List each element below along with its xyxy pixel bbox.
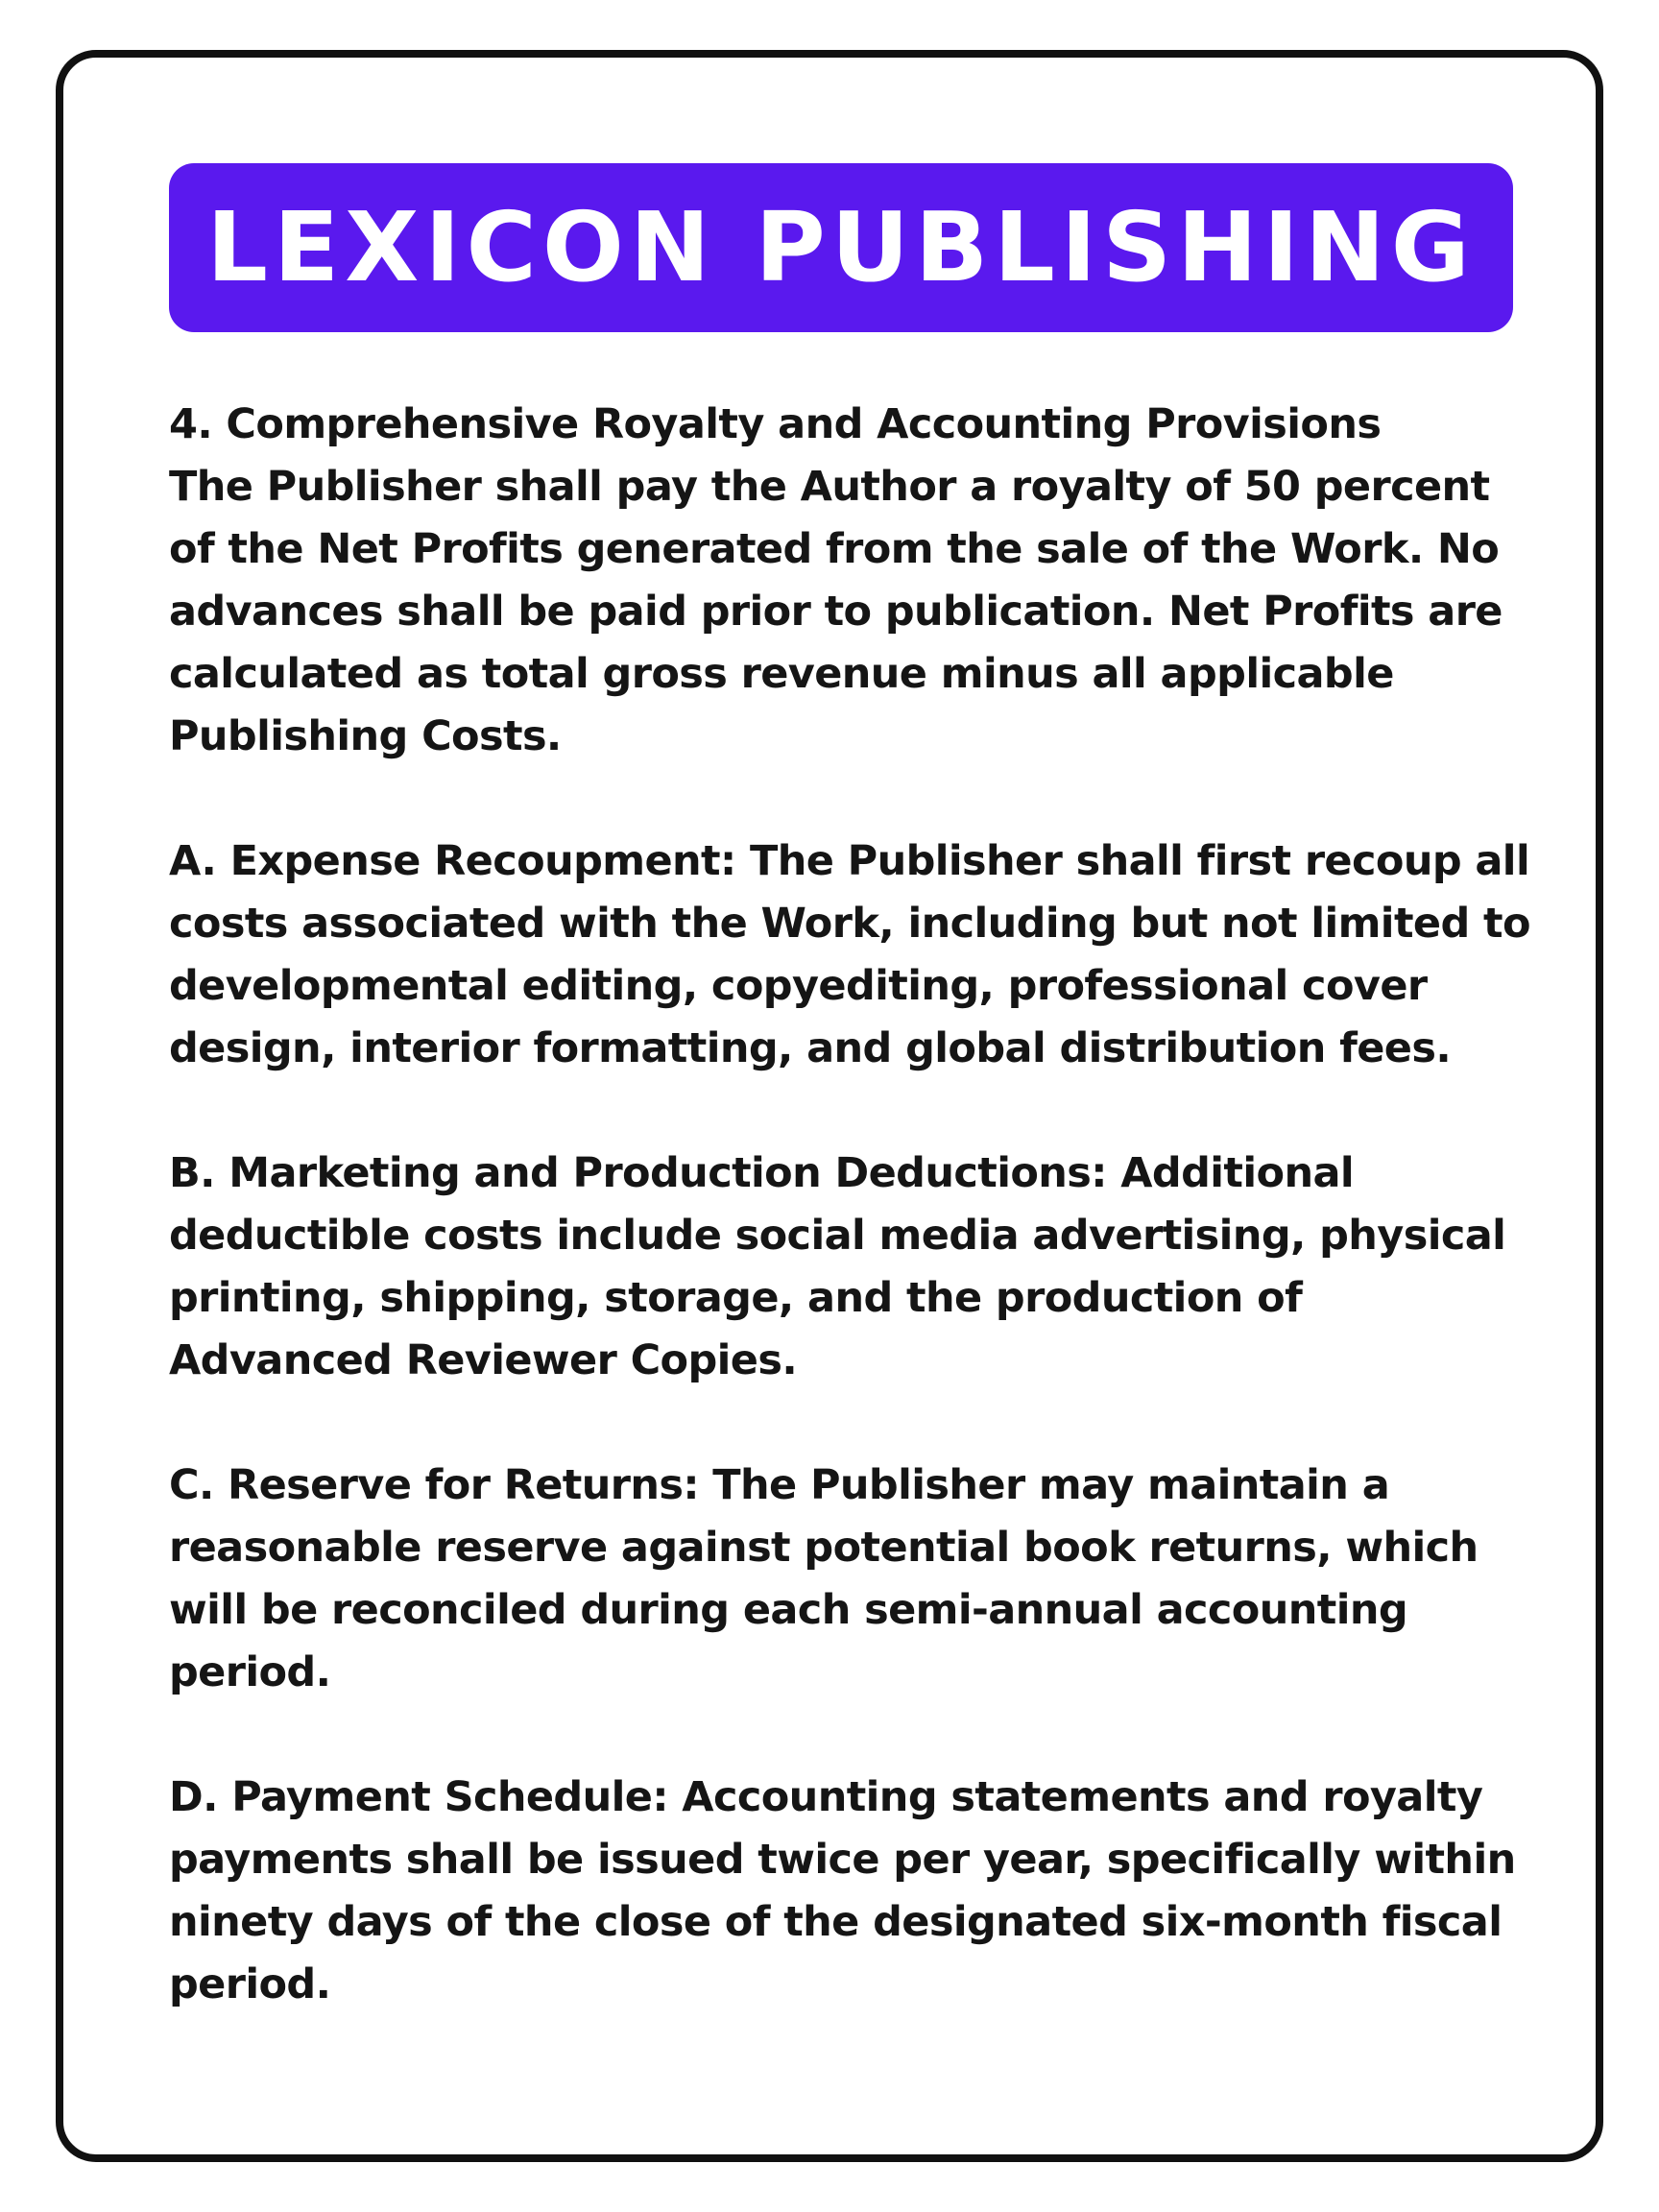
clause-payment-schedule: D. Payment Schedule: Accounting statements and royalty payments shall be issued twice per year, specifically within ninety days of the close of the designated six-month fiscal period.: [169, 1773, 1516, 2008]
contract-section: [169, 394, 1532, 2016]
publisher-banner: [169, 163, 1513, 332]
publisher-name: LEXICON PUBLISHING: [206, 191, 1476, 303]
section-heading: 4. Comprehensive Royalty and Accounting Provisions: [169, 400, 1382, 448]
clause-reserve-returns: C. Reserve for Returns: The Publisher may maintain a reasonable reserve against potential book returns, which will be reconciled during each semi-annual accounting period.: [169, 1461, 1479, 1696]
section-intro-text: The Publisher shall pay the Author a royalty of 50 percent of the Net Profits generated from the sale of the Work. No advances shall be paid prior to publication. Net Profits are calculated as total gross revenue minus all applicable Publishing Costs.: [169, 463, 1503, 760]
clause-marketing-deductions: B. Marketing and Production Deductions: Additional deductible costs include social media advertising, physical printing, shipping, storage, and the production of Advanced Reviewer Copies.: [169, 1149, 1506, 1384]
clause-expense-recoupment: A. Expense Recoupment: The Publisher shall first recoup all costs associated with the Work, including but not limited to developmental editing, copyediting, professional cover design, interior formatting, and global distribution fees.: [169, 837, 1530, 1072]
section-intro-paragraph: [169, 394, 1532, 768]
